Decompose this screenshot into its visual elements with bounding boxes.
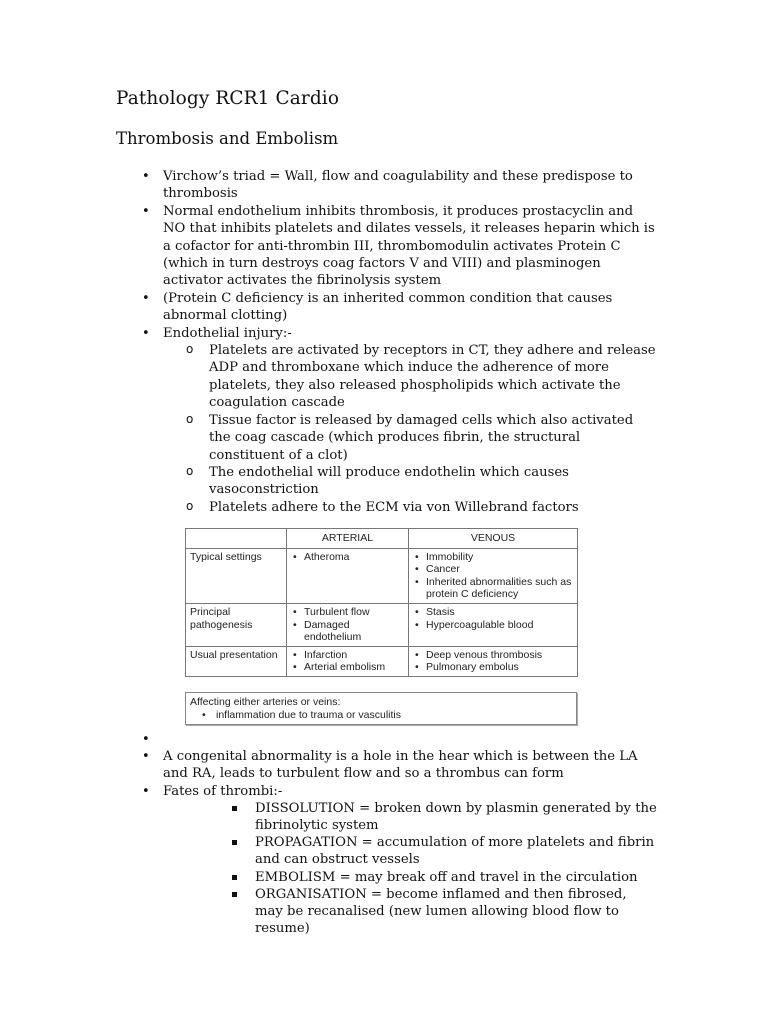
fates-list-item: PROPAGATION = accumulation of more platelets and fibrin and can obstruct vessels bbox=[255, 834, 658, 868]
table-cell bbox=[287, 646, 409, 676]
table-cell-item: • Cancer bbox=[413, 563, 573, 576]
table-cell-item: • Hypercoagulable blood bbox=[413, 619, 573, 632]
bullet-list bbox=[163, 731, 658, 937]
list-item: • A congenital abnormality is a hole in the hear which is between the LA and RA, leads to turbulent flow and so a thrombus can form bbox=[163, 748, 658, 782]
table-cell-item: • Pulmonary embolus bbox=[413, 661, 573, 674]
sub-list bbox=[209, 342, 658, 516]
table-cell-item: • Atheroma bbox=[291, 551, 404, 564]
fates-list-item: ORGANISATION = become inflamed and then fibrosed, may be recanalised (new lumen allowing blood flow to resume) bbox=[255, 886, 658, 938]
table-cell-item: • Turbulent flow bbox=[291, 606, 404, 619]
page-title: Pathology RCR1 Cardio bbox=[116, 88, 340, 109]
bullet-list bbox=[163, 168, 658, 516]
table-header-cell bbox=[186, 529, 287, 549]
list-item-text: Endothelial injury:- bbox=[163, 325, 292, 341]
table-cell-item: • Arterial embolism bbox=[291, 661, 404, 674]
table-cell-item: • Deep venous thrombosis bbox=[413, 649, 573, 662]
table-cell bbox=[409, 548, 578, 603]
table-row bbox=[186, 603, 578, 646]
thrombosis-comparison-table bbox=[185, 528, 578, 677]
table-cell bbox=[287, 548, 409, 603]
table-cell-item: • Infarction bbox=[291, 649, 404, 662]
table-header-cell: ARTERIAL bbox=[287, 529, 409, 549]
sub-list-item: o Platelets adhere to the ECM via von Willebrand factors bbox=[209, 499, 658, 516]
table-header-cell: VENOUS bbox=[409, 529, 578, 549]
table-cell: Usual presentation bbox=[186, 646, 287, 676]
list-item-empty bbox=[163, 731, 658, 748]
note-item: • inflammation due to trauma or vasculitis bbox=[216, 709, 401, 721]
sub-list-item: o Tissue factor is released by damaged cells which also activated the coag cascade (which produces fibrin, the structural constituent of a clot) bbox=[209, 412, 658, 464]
list-item: • Virchow’s triad = Wall, flow and coagulability and these predispose to thrombosis bbox=[163, 168, 658, 203]
fates-list bbox=[255, 800, 658, 938]
table-cell-item: • Stasis bbox=[413, 606, 573, 619]
table-cell bbox=[409, 646, 578, 676]
table-cell: Typical settings bbox=[186, 548, 287, 603]
list-item bbox=[163, 783, 658, 938]
sub-list-item: o The endothelial will produce endothelin which causes vasoconstriction bbox=[209, 464, 658, 499]
list-item-text: Fates of thrombi:- bbox=[163, 783, 283, 799]
list-item: • (Protein C deficiency is an inherited common condition that causes abnormal clotting) bbox=[163, 290, 658, 325]
table-header-row bbox=[186, 529, 578, 549]
table-cell bbox=[287, 603, 409, 646]
table-row bbox=[186, 646, 578, 676]
table-cell: Principal pathogenesis bbox=[186, 603, 287, 646]
table-cell-item: • Damaged endothelium bbox=[291, 619, 404, 644]
list-item bbox=[163, 325, 658, 516]
note-heading: Affecting either arteries or veins: bbox=[190, 696, 341, 708]
sub-list-item: o Platelets are activated by receptors in CT, they adhere and release ADP and thromboxane which induce the adherence of more platelets, they also released phospholipids which activate the coagulation cascade bbox=[209, 342, 658, 412]
table-cell-item: • Inherited abnormalities such as protein C deficiency bbox=[413, 576, 573, 601]
list-item: • Normal endothelium inhibits thrombosis, it produces prostacyclin and NO that inhibits platelets and dilates vessels, it releases heparin which is a cofactor for anti-thrombin III, thrombomodulin activates Protein C (which in turn destroys coag factors V and VIII) and plasminogen activator activates the fibrinolysis system bbox=[163, 203, 658, 290]
table-cell bbox=[409, 603, 578, 646]
table-cell-item: • Immobility bbox=[413, 551, 573, 564]
table-row bbox=[186, 548, 578, 603]
fates-list-item: EMBOLISM = may break off and travel in the circulation bbox=[255, 869, 658, 886]
section-heading: Thrombosis and Embolism bbox=[116, 129, 339, 148]
note-box bbox=[185, 692, 577, 725]
fates-list-item: DISSOLUTION = broken down by plasmin generated by the fibrinolytic system bbox=[255, 800, 657, 833]
